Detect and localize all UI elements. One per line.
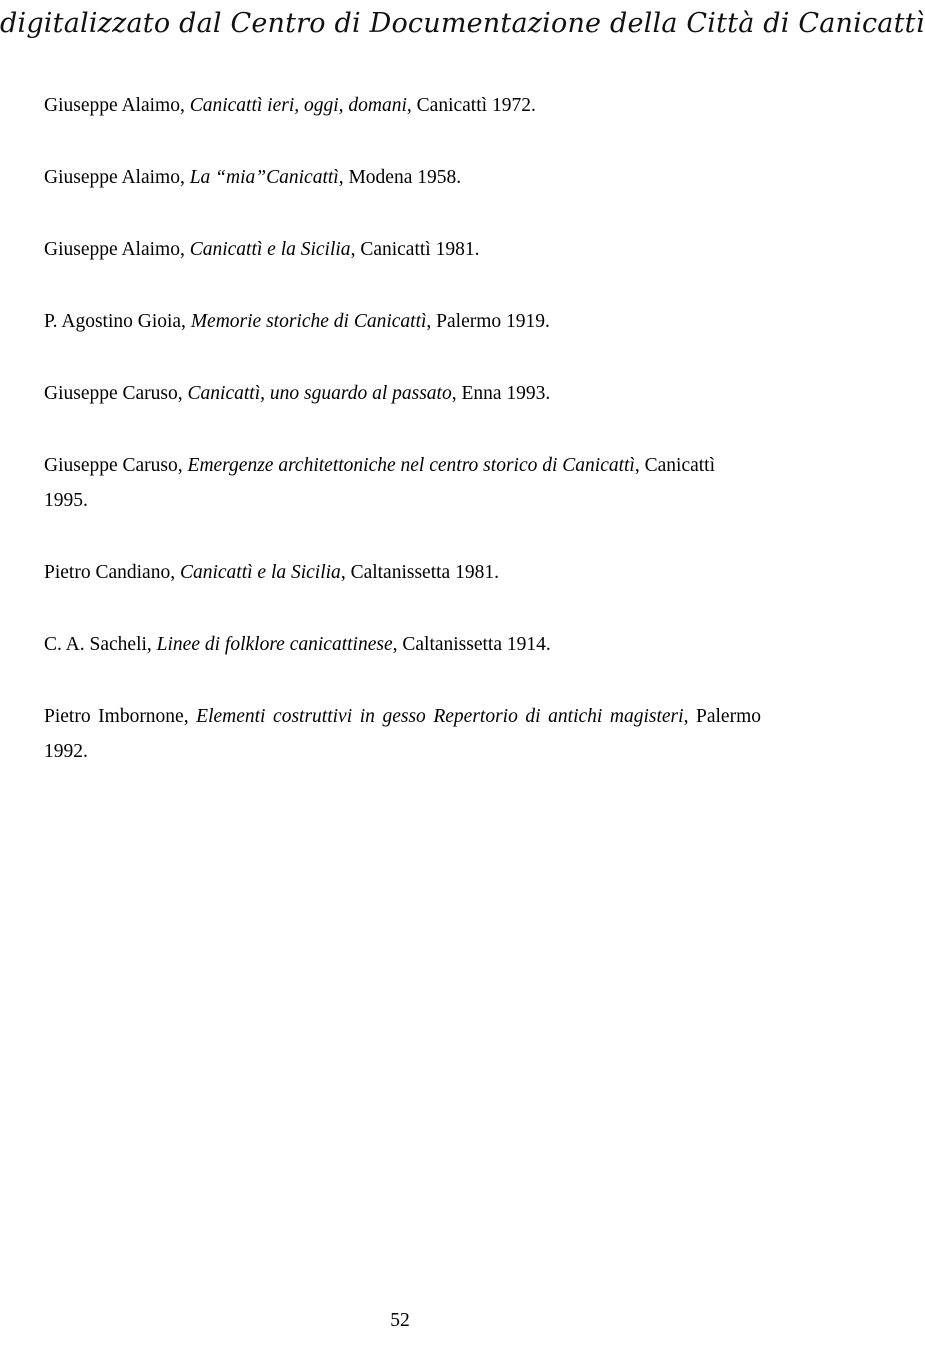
- page-number: 52: [390, 1310, 410, 1331]
- reference-entry: [44, 699, 761, 806]
- reference-publication: , Palermo 1992.: [44, 706, 761, 762]
- reference-title: Canicattì, uno sguardo al passato: [187, 383, 452, 404]
- reference-author: P. Agostino Gioia,: [44, 311, 191, 332]
- reference-title: Memorie storiche di Canicattì: [190, 311, 427, 332]
- reference-entry: [44, 376, 761, 448]
- reference-author: Giuseppe Caruso,: [44, 383, 188, 404]
- reference-author: Giuseppe Alaimo,: [44, 95, 190, 116]
- reference-title: La “mia”Canicattì: [189, 167, 339, 188]
- reference-entry: [44, 627, 761, 699]
- reference-publication: , Canicattì 1981.: [350, 239, 480, 260]
- reference-publication: , Caltanissetta 1914.: [392, 634, 551, 655]
- reference-title: Canicattì ieri, oggi, domani: [189, 95, 407, 116]
- reference-publication: , Enna 1993.: [451, 383, 551, 404]
- reference-title: Linee di folklore canicattinese: [156, 634, 393, 655]
- reference-title: Emergenze architettoniche nel centro storico di Canicattì: [187, 455, 635, 476]
- reference-publication: , Modena 1958.: [338, 167, 462, 188]
- reference-entry: [44, 448, 761, 555]
- reference-author: Giuseppe Caruso,: [44, 455, 188, 476]
- reference-publication: , Palermo 1919.: [426, 311, 550, 332]
- bibliography-list: [44, 88, 761, 806]
- reference-author: Giuseppe Alaimo,: [44, 239, 190, 260]
- reference-entry: [44, 160, 761, 232]
- reference-entry: [44, 232, 761, 304]
- reference-publication: , Caltanissetta 1981.: [340, 562, 499, 583]
- reference-author: Pietro Candiano,: [44, 562, 180, 583]
- page-header-watermark: digitalizzato dal Centro di Documentazione della Città di Canicattì: [0, 8, 925, 39]
- reference-publication: , Canicattì 1995.: [44, 455, 716, 511]
- reference-entry: [44, 555, 761, 627]
- reference-author: C. A. Sacheli,: [44, 634, 157, 655]
- reference-publication: , Canicattì 1972.: [406, 95, 536, 116]
- reference-author: Giuseppe Alaimo,: [44, 167, 190, 188]
- reference-title: Canicattì e la Sicilia: [189, 239, 351, 260]
- reference-entry: [44, 88, 761, 160]
- reference-entry: [44, 304, 761, 376]
- reference-title: Canicattì e la Sicilia: [179, 562, 341, 583]
- reference-title: Elementi costruttivi in gesso Repertorio di antichi magisteri: [196, 706, 684, 727]
- reference-author: Pietro Imbornone,: [44, 706, 197, 727]
